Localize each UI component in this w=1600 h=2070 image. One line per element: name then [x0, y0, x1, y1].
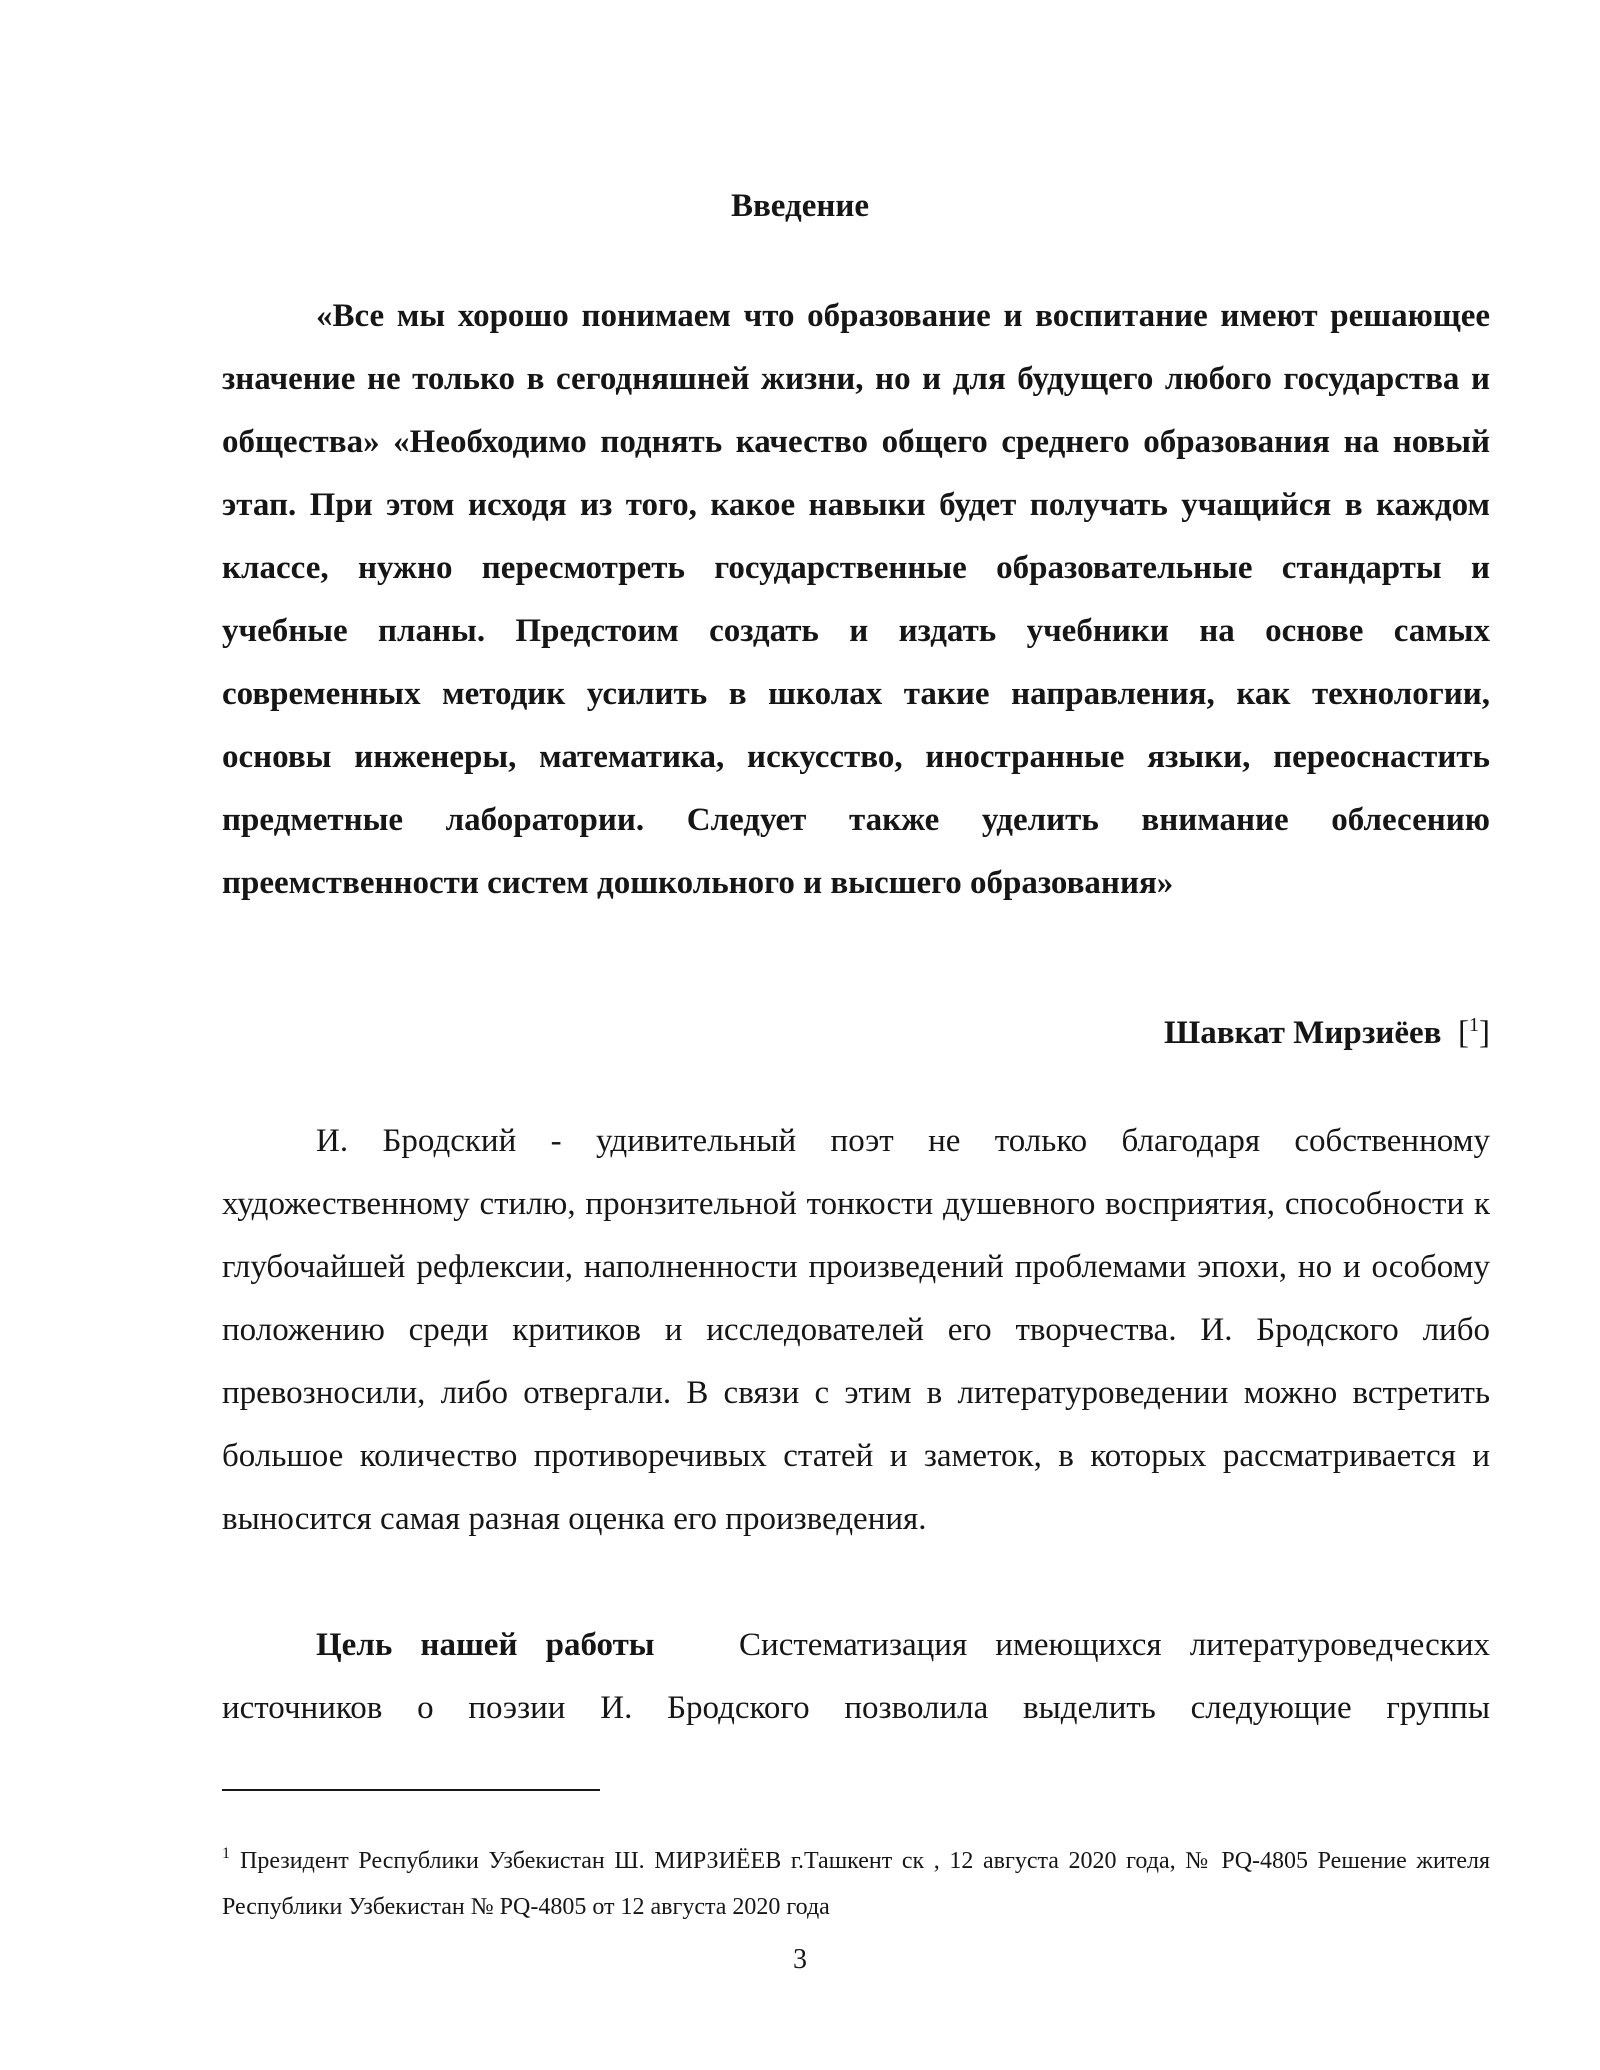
ref-close-bracket: ]	[1479, 1015, 1490, 1051]
paragraph-text: Систематизация имеющихся литературоведческих источников о поэзии И. Бродского позволила выделить следующие группы	[222, 1627, 1490, 1726]
paragraph-lead: Цель нашей работы	[316, 1627, 655, 1663]
page-number: 3	[793, 1944, 807, 1975]
epigraph-quote: «Все мы хорошо понимаем что образование и воспитание имеют решающее значение не только в сегодняшней жизни, но и для будущего любого государства и общества» «Необходимо поднять качество общего среднего образования на новый этап. При этом исходя из того, какое навыки будет получать учащийся в каждом классе, нужно пересмотреть государственные образовательные стандарты и учебные планы. Предстоим создать и издать учебники на основе самых современных методик усилить в школах такие направления, как технологии, основы инженеры, математика, искусство, иностранные языки, переоснастить предметные лаборатории. Следует также уделить внимание облесению преемственности систем дошкольного и высшего образования»	[222, 298, 1490, 901]
page-title: Введение	[730, 188, 870, 224]
footnote-ref[interactable]: 1	[1469, 1014, 1479, 1036]
body-paragraph-2	[222, 1614, 1490, 1740]
body-paragraph-1: И. Бродский - удивительный поэт не только благодаря собственному художественному стилю, пронзительной тонкости душевного восприятия, способности к глубочайшей рефлексии, наполненности произведений проблемами эпохи, но и особому положению среди критиков и исследователей его творчества. И. Бродского либо превозносили, либо отвергали. В связи с этим в литературоведении можно встретить большое количество противоречивых статей и заметок, в которых рассматривается и выносится самая разная оценка его произведения.	[222, 1123, 1490, 1537]
quote-attribution	[1164, 1013, 1490, 1053]
ref-open-bracket: [	[1458, 1015, 1469, 1051]
quote-author: Шавкат Мирзиёев	[1164, 1015, 1442, 1051]
footnote-separator	[222, 1789, 600, 1791]
footnote-number: 1	[222, 1845, 230, 1862]
footnote	[222, 1838, 1490, 1930]
footnote-text: Президент Республики Узбекистан Ш. МИРЗИЁЕВ г.Ташкент ск , 12 августа 2020 года, № PQ-4805 Решение жителя Республики Узбекистан № PQ-4805 от 12 августа 2020 года	[222, 1848, 1490, 1920]
